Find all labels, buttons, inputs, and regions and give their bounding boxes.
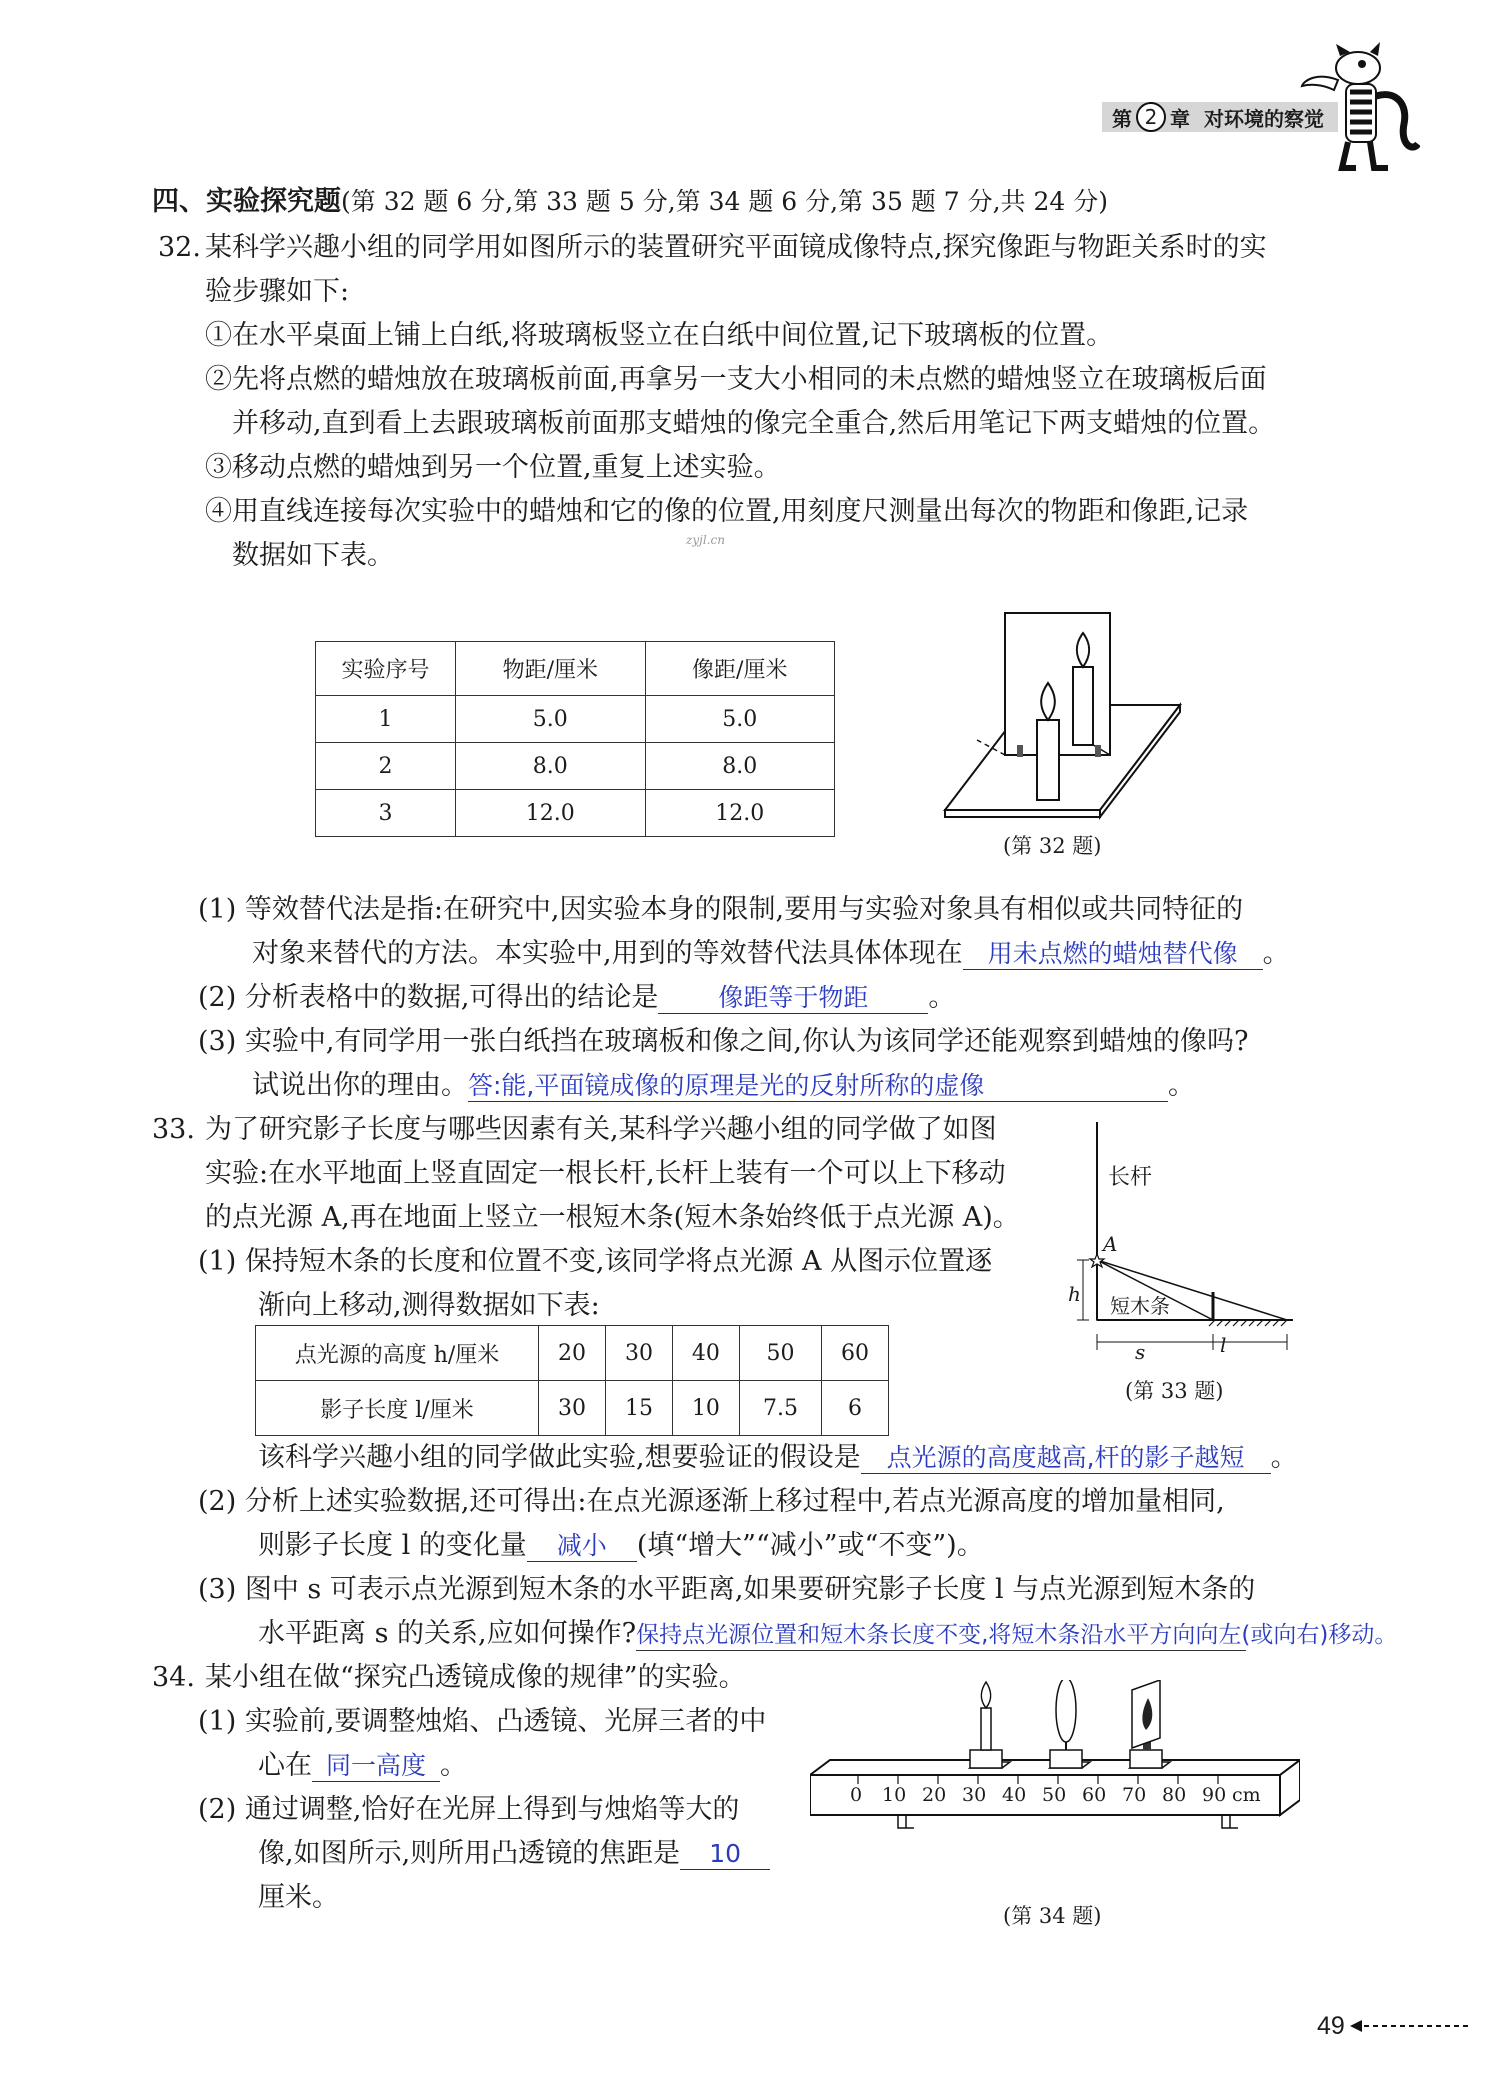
page-number: 49 (1317, 2012, 1345, 2040)
q33-cell: 30 (539, 1381, 606, 1436)
q33-intro-line1: 为了研究影子长度与哪些因素有关,某科学兴趣小组的同学做了如图 (205, 1114, 997, 1145)
q32-sub3-answer[interactable]: 答:能,平面镜成像的原理是光的反射所称的虚像 (468, 1071, 1168, 1102)
q33-sub3-answer[interactable]: 保持点光源位置和短木条长度不变,将短木条沿水平方向向左(或向右)移动。 (636, 1620, 1246, 1651)
ruler-tick: 50 (1042, 1784, 1067, 1806)
q32-sub3-line2 (252, 1068, 1195, 1104)
q33-hypothesis-end: 。 (1270, 1442, 1298, 1473)
q34-sub1-text: 心在 (258, 1750, 312, 1781)
watermark: zyjl.cn (686, 533, 725, 547)
q32-cell: 5.0 (456, 696, 645, 743)
q34-sub2-line2 (258, 1836, 770, 1872)
ruler-tick: 0 (850, 1784, 863, 1806)
ruler-tick: 60 (1082, 1784, 1107, 1806)
q32-step1: ①在水平桌面上铺上白纸,将玻璃板竖立在白纸中间位置,记下玻璃板的位置。 (205, 320, 1114, 351)
q33-label-s: s (1135, 1340, 1146, 1364)
q34-sub1-line2 (258, 1748, 467, 1784)
q33-data-table (255, 1325, 889, 1436)
q33-hypothesis-text: 该科学兴趣小组的同学做此实验,想要验证的假设是 (258, 1442, 861, 1473)
q34-figure (810, 1680, 1300, 1855)
q33-sub3-line1: (3) 图中 s 可表示点光源到短木条的水平距离,如果要研究影子长度 l 与点光源到短木条的 (198, 1574, 1256, 1605)
q32-cell: 12.0 (645, 790, 834, 837)
chapter-suffix: 章 (1170, 106, 1190, 131)
q32-number: 32. (158, 232, 201, 263)
q33-cell: 20 (539, 1326, 606, 1381)
q33-cell: 40 (672, 1326, 739, 1381)
q33-sub3-line2 (258, 1616, 1398, 1652)
q32-cell: 2 (316, 743, 456, 790)
q33-sub1-line1: (1) 保持短木条的长度和位置不变,该同学将点光源 A 从图示位置逐 (198, 1246, 993, 1277)
q33-label-h: h (1068, 1282, 1081, 1306)
chapter-label (1112, 102, 1324, 132)
q32-intro-line2: 验步骤如下: (205, 276, 350, 307)
q33-sub2-line1: (2) 分析上述实验数据,还可得出:在点光源逐渐上移过程中,若点光源高度的增加量相同, (198, 1486, 1225, 1517)
ruler-tick: 70 (1122, 1784, 1147, 1806)
q34-figure-caption: (第 34 题) (1003, 1904, 1102, 1928)
q32-sub2 (198, 980, 955, 1016)
q32-sub1-answer[interactable]: 用未点燃的蜡烛替代像 (963, 939, 1263, 970)
q32-sub1-line2 (252, 936, 1290, 972)
table-row (316, 743, 835, 790)
q33-sub1-line2: 渐向上移动,测得数据如下表: (258, 1290, 600, 1321)
q34-sub1-line1: (1) 实验前,要调整烛焰、凸透镜、光屏三者的中 (198, 1706, 767, 1737)
q33-hypothesis (258, 1440, 1298, 1476)
ruler-unit: cm (1232, 1784, 1261, 1806)
q33-row-label: 点光源的高度 h/厘米 (256, 1326, 539, 1381)
ruler-tick: 80 (1162, 1784, 1187, 1806)
q32-cell: 1 (316, 696, 456, 743)
q34-sub2-text: 像,如图所示,则所用凸透镜的焦距是 (258, 1838, 681, 1869)
q33-hypothesis-answer[interactable]: 点光源的高度越高,杆的影子越短 (861, 1443, 1271, 1474)
q32-header-cell: 物距/厘米 (456, 642, 645, 696)
q32-intro-line1: 某科学兴趣小组的同学用如图所示的装置研究平面镜成像特点,探究像距与物距关系时的实 (205, 232, 1267, 263)
q33-cell: 10 (672, 1381, 739, 1436)
q32-sub2-text: (2) 分析表格中的数据,可得出的结论是 (198, 982, 659, 1013)
q32-step4-line2: 数据如下表。 (232, 540, 394, 571)
q33-sub2-line2 (258, 1528, 984, 1564)
q33-sub3-text: 水平距离 s 的关系,应如何操作? (258, 1618, 637, 1649)
q33-intro-line3: 的点光源 A,再在地面上竖立一根短木条(短木条始终低于点光源 A)。 (205, 1202, 1020, 1233)
page-arrow-icon (1350, 2018, 1470, 2038)
q33-sub2-answer[interactable]: 减小 (527, 1531, 637, 1562)
q34-sub2-answer[interactable]: 10 (680, 1839, 770, 1870)
q33-cell: 30 (605, 1326, 672, 1381)
section-heading (152, 184, 1108, 220)
q33-cell: 6 (822, 1381, 889, 1436)
chapter-prefix: 第 (1112, 106, 1132, 131)
table-row (316, 790, 835, 837)
q34-sub2-line1: (2) 通过调整,恰好在光屏上得到与烛焰等大的 (198, 1794, 740, 1825)
chapter-number: 2 (1136, 102, 1166, 132)
q32-sub2-end: 。 (928, 982, 956, 1013)
q32-header-cell: 像距/厘米 (645, 642, 834, 696)
q32-cell: 3 (316, 790, 456, 837)
q32-sub3-text: 试说出你的理由。 (252, 1070, 468, 1101)
q32-step4-line1: ④用直线连接每次实验中的蜡烛和它的像的位置,用刻度尺测量出每次的物距和像距,记录 (205, 496, 1249, 527)
q32-step2-line1: ②先将点燃的蜡烛放在玻璃板前面,再拿另一支大小相同的未点燃的蜡烛竖立在玻璃板后面 (205, 364, 1267, 395)
q34-number: 34. (152, 1662, 195, 1693)
q32-header-cell: 实验序号 (316, 642, 456, 696)
q32-sub1-line1: (1) 等效替代法是指:在研究中,因实验本身的限制,要用与实验对象具有相似或共同特征的 (198, 894, 1244, 925)
q32-step3: ③移动点燃的蜡烛到另一个位置,重复上述实验。 (205, 452, 781, 483)
table-row (316, 696, 835, 743)
ruler-tick: 40 (1002, 1784, 1027, 1806)
q33-label-stick: 短木条 (1110, 1294, 1170, 1318)
q32-sub3-end: 。 (1168, 1070, 1195, 1101)
q32-data-table (315, 641, 835, 837)
q33-cell: 60 (822, 1326, 889, 1381)
q33-figure-caption: (第 33 题) (1125, 1379, 1224, 1403)
q32-figure (935, 605, 1195, 820)
q32-sub3-line1: (3) 实验中,有同学用一张白纸挡在玻璃板和像之间,你认为该同学还能观察到蜡烛的像吗? (198, 1026, 1249, 1057)
q34-sub1-end: 。 (440, 1750, 467, 1781)
q32-cell: 8.0 (645, 743, 834, 790)
ruler-tick: 20 (922, 1784, 947, 1806)
table-row (256, 1381, 889, 1436)
chapter-title: 对环境的察觉 (1204, 106, 1324, 131)
q33-row-label: 影子长度 l/厘米 (256, 1381, 539, 1436)
q33-sub2-end: (填“增大”“减小”或“不变”)。 (636, 1530, 984, 1561)
q33-cell: 50 (739, 1326, 821, 1381)
q33-intro-line2: 实验:在水平地面上竖直固定一根长杆,长杆上装有一个可以上下移动 (205, 1158, 1006, 1189)
q32-sub1-end: 。 (1262, 938, 1290, 969)
q32-cell: 8.0 (456, 743, 645, 790)
q32-step2-line2: 并移动,直到看上去跟玻璃板前面那支蜡烛的像完全重合,然后用笔记下两支蜡烛的位置。 (232, 408, 1276, 439)
q32-figure-caption: (第 32 题) (1003, 834, 1102, 858)
q33-label-pole: 长杆 (1108, 1165, 1153, 1190)
q33-label-l: l (1220, 1333, 1227, 1357)
q32-sub1-text: 对象来替代的方法。本实验中,用到的等效替代法具体体现在 (252, 938, 963, 969)
ruler-tick: 90 (1202, 1784, 1227, 1806)
section-scoring: (第 32 题 6 分,第 33 题 5 分,第 34 题 6 分,第 35 题 7 分,共 24 分) (341, 187, 1109, 216)
q32-cell: 12.0 (456, 790, 645, 837)
q34-ruler-labels (850, 1784, 1290, 1810)
q32-cell: 5.0 (645, 696, 834, 743)
q33-sub2-text: 则影子长度 l 的变化量 (258, 1530, 527, 1561)
q34-intro: 某小组在做“探究凸透镜成像的规律”的实验。 (205, 1662, 746, 1693)
q32-sub2-answer[interactable]: 像距等于物距 (658, 983, 928, 1014)
ruler-tick: 30 (962, 1784, 987, 1806)
q33-cell: 15 (605, 1381, 672, 1436)
ruler-tick: 10 (882, 1784, 907, 1806)
q33-label-point: A (1103, 1232, 1118, 1256)
q33-cell: 7.5 (739, 1381, 821, 1436)
q33-figure (1055, 1120, 1305, 1365)
q34-sub1-answer[interactable]: 同一高度 (312, 1751, 440, 1782)
table-row (256, 1326, 889, 1381)
section-title: 四、实验探究题 (152, 186, 341, 217)
q33-number: 33. (152, 1114, 195, 1145)
q34-sub2-line3: 厘米。 (258, 1882, 339, 1913)
